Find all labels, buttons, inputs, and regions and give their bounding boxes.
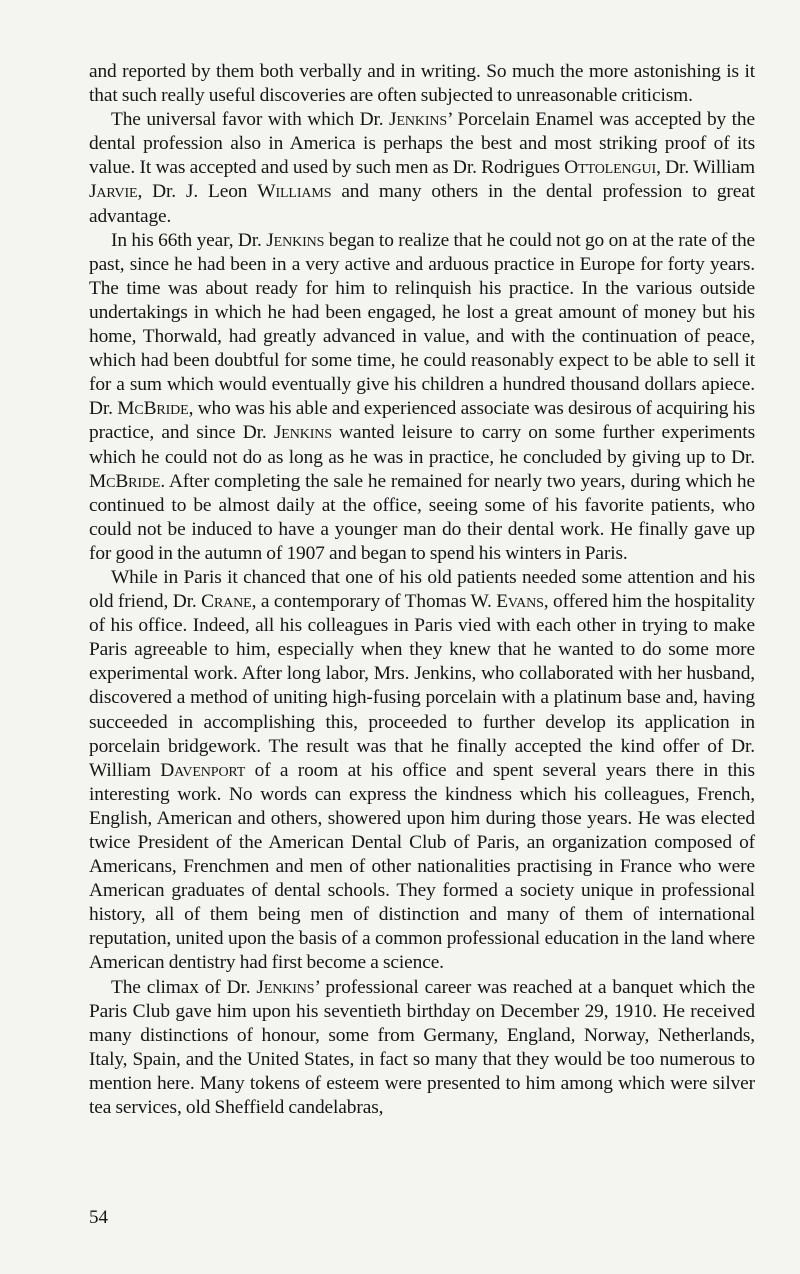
text-run: The climax of Dr. bbox=[111, 976, 257, 998]
paragraph-2 bbox=[89, 108, 755, 228]
paragraph-4 bbox=[89, 566, 755, 976]
text-run: began to realize that he could not go on at the rate of the past, since he had been in a very active and arduous practice in Europe for forty years. The time was about ready for him to relinquish his practice. In the various outside undertakings in which he had been engaged, he lost a great amount of money but his home, Thorwald, had greatly advanced in value, and with the continuation of peace, which had been doubtful for some time, he could reasonably expect to be able to sell it for a sum which would eventually give his children a hundred thousand dollars apiece. Dr. bbox=[89, 229, 755, 420]
text-run: ’ Porcelain Enamel was accepted by the dental profession also in America is perhaps the best and most striking proof of its value. It was accepted and used by such men as Dr. Rodrigues bbox=[89, 109, 755, 179]
text-run: In his 66th year, Dr. bbox=[111, 229, 267, 251]
text-run: wanted leisure to carry on some further experiments which he could not do as long as he was in practice, he concluded by giving up to Dr. bbox=[89, 422, 755, 468]
small-caps-name: Jenkins bbox=[389, 109, 448, 131]
small-caps-name: Evans bbox=[496, 591, 544, 613]
text-run: and many others in the dental profession to great advantage. bbox=[89, 181, 755, 227]
text-run: While in Paris it chanced that one of his old patients needed some attention and his old friend, Dr. bbox=[89, 566, 755, 613]
small-caps-name: Ottolengui bbox=[564, 157, 657, 179]
text-run: , offered him the hospitality of his office. Indeed, all his colleagues in Paris vied with each other in trying to make Paris agreeable to him, especially when they knew that he wanted to do some more experimental work. After long labor, Mrs. Jenkins, who collaborated with her husband, discovered a method of uniting high-fusing porcelain with a platinum base and, having succeeded in accomplishing this, proceeded to further develop its application in porcelain bridgework. The result was that he finally accepted the kind offer of Dr. William bbox=[89, 591, 755, 781]
small-caps-name: McBride bbox=[89, 470, 161, 492]
small-caps-name: Jarvie bbox=[89, 181, 138, 203]
small-caps-name: McBride bbox=[117, 398, 189, 420]
small-caps-name: Davenport bbox=[160, 759, 246, 781]
text-run: , a contemporary of Thomas W. bbox=[251, 591, 497, 613]
text-run: of a room at his office and spent several years there in this interesting work. No words can express the kindness which his colleagues, French, English, American and others, showered upon him during those years. He was elected twice President of the American Dental Club of Paris, an organization composed of Americans, Frenchmen and men of other nationalities practising in France who were American graduates of dental schools. They formed a society unique in professional history, all of them being men of distinction and many of them of international reputation, united upon the basis of a common professional education in the land where American dentistry had first become a science. bbox=[89, 759, 755, 974]
text-run: . After completing the sale he remained for nearly two years, during which he continued to be almost daily at the office, seeing some of his favorite patients, who could not be induced to have a younger man do their dental work. He finally gave up for good in the autumn of 1907 and began to spend his winters in Paris. bbox=[89, 470, 755, 564]
page-number: 54 bbox=[89, 1207, 108, 1228]
small-caps-name: Williams bbox=[257, 181, 332, 203]
paragraph-3 bbox=[89, 229, 755, 566]
text-run: and reported by them both verbally and in writing. So much the more astonishing is it that such really useful discoveries are often subjected to unreasonable criticism. bbox=[89, 61, 755, 107]
text-run: , Dr. J. Leon bbox=[137, 181, 258, 203]
small-caps-name: Jenkins bbox=[273, 422, 332, 444]
text-run: The universal favor with which Dr. bbox=[111, 109, 390, 131]
text-run: ’ professional career was reached at a banquet which the Paris Club gave him upon his seventieth birthday on December 29, 1910. He received many distinctions of honour, some from Germany, England, Norway, Netherlands, Italy, Spain, and the United States, in fact so many that they would be too numerous to mention here. Many tokens of esteem were presented to him among which were silver tea services, old Sheffield candelabras, bbox=[89, 976, 755, 1119]
text-run: , Dr. William bbox=[656, 157, 756, 179]
small-caps-name: Crane bbox=[201, 591, 252, 613]
paragraph-5 bbox=[89, 976, 755, 1121]
small-caps-name: Jenkins bbox=[256, 976, 315, 998]
text-run: , who was his able and experienced associate was desirous of acquiring his practice, and since Dr. bbox=[89, 398, 755, 444]
page-body bbox=[89, 60, 755, 1120]
small-caps-name: Jenkins bbox=[266, 229, 325, 251]
paragraph-1 bbox=[89, 60, 755, 108]
